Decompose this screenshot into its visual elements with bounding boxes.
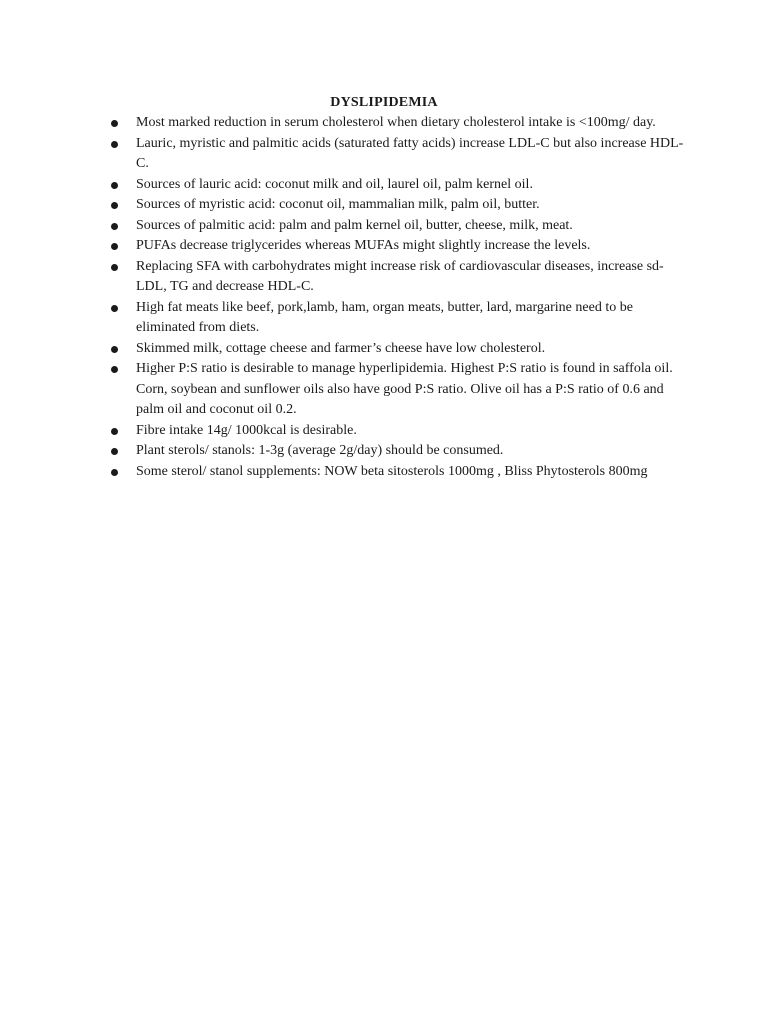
bullet-icon — [111, 223, 118, 230]
list-item-text: Skimmed milk, cottage cheese and farmer’s cheese have low cholesterol. — [136, 340, 546, 356]
list-item — [108, 257, 688, 298]
bullet-icon — [111, 264, 118, 271]
bullet-icon — [111, 346, 118, 353]
bullet-icon — [111, 448, 118, 455]
list-item — [108, 113, 688, 134]
list-item — [108, 359, 688, 421]
list-item — [108, 195, 688, 216]
bullet-icon — [111, 182, 118, 189]
bullet-icon — [111, 120, 118, 127]
list-item — [108, 441, 688, 462]
list-item — [108, 236, 688, 257]
list-item — [108, 421, 688, 442]
bullet-icon — [111, 305, 118, 312]
list-item-text: Lauric, myristic and palmitic acids (saturated fatty acids) increase LDL-C but also increase HDL-C. — [136, 135, 684, 171]
list-item — [108, 339, 688, 360]
bullet-icon — [111, 202, 118, 209]
list-item — [108, 298, 688, 339]
list-item-text: High fat meats like beef, pork,lamb, ham, organ meats, butter, lard, margarine need to be eliminated from diets. — [136, 299, 633, 335]
bullet-list — [108, 113, 688, 482]
bullet-icon — [111, 366, 118, 373]
list-item — [108, 175, 688, 196]
list-item-text: Sources of lauric acid: coconut milk and oil, laurel oil, palm kernel oil. — [136, 176, 533, 192]
list-item-text: Most marked reduction in serum cholesterol when dietary cholesterol intake is <100mg/ day. — [136, 115, 656, 130]
bullet-icon — [111, 141, 118, 148]
list-item — [108, 216, 688, 237]
list-item-text: Higher P:S ratio is desirable to manage hyperlipidemia. Highest P:S ratio is found in saffola oil. Corn, soybean and sunflower oils also have good P:S ratio. Olive oil has a P:S ratio of 0.6 and palm oil and coconut oil 0.2. — [136, 361, 673, 417]
list-item-text: Sources of myristic acid: coconut oil, mammalian milk, palm oil, butter. — [136, 197, 540, 212]
bullet-icon — [111, 469, 118, 476]
document-title: DYSLIPIDEMIA — [330, 95, 438, 110]
list-item — [108, 462, 688, 483]
list-item-text: Fibre intake 14g/ 1000kcal is desirable. — [136, 422, 357, 438]
bullet-icon — [111, 428, 118, 435]
bullet-icon — [111, 243, 118, 250]
list-item-text: Sources of palmitic acid: palm and palm kernel oil, butter, cheese, milk, meat. — [136, 217, 573, 233]
list-item-text: Replacing SFA with carbohydrates might increase risk of cardiovascular diseases, increase sd-LDL, TG and decrease HDL-C. — [136, 258, 664, 294]
list-item — [108, 134, 688, 175]
list-item-text: Plant sterols/ stanols: 1-3g (average 2g/day) should be consumed. — [136, 443, 504, 458]
list-item-text: Some sterol/ stanol supplements: NOW beta sitosterols 1000mg , Bliss Phytosterols 800mg — [136, 463, 648, 479]
list-item-text: PUFAs decrease triglycerides whereas MUFAs might slightly increase the levels. — [136, 238, 591, 253]
